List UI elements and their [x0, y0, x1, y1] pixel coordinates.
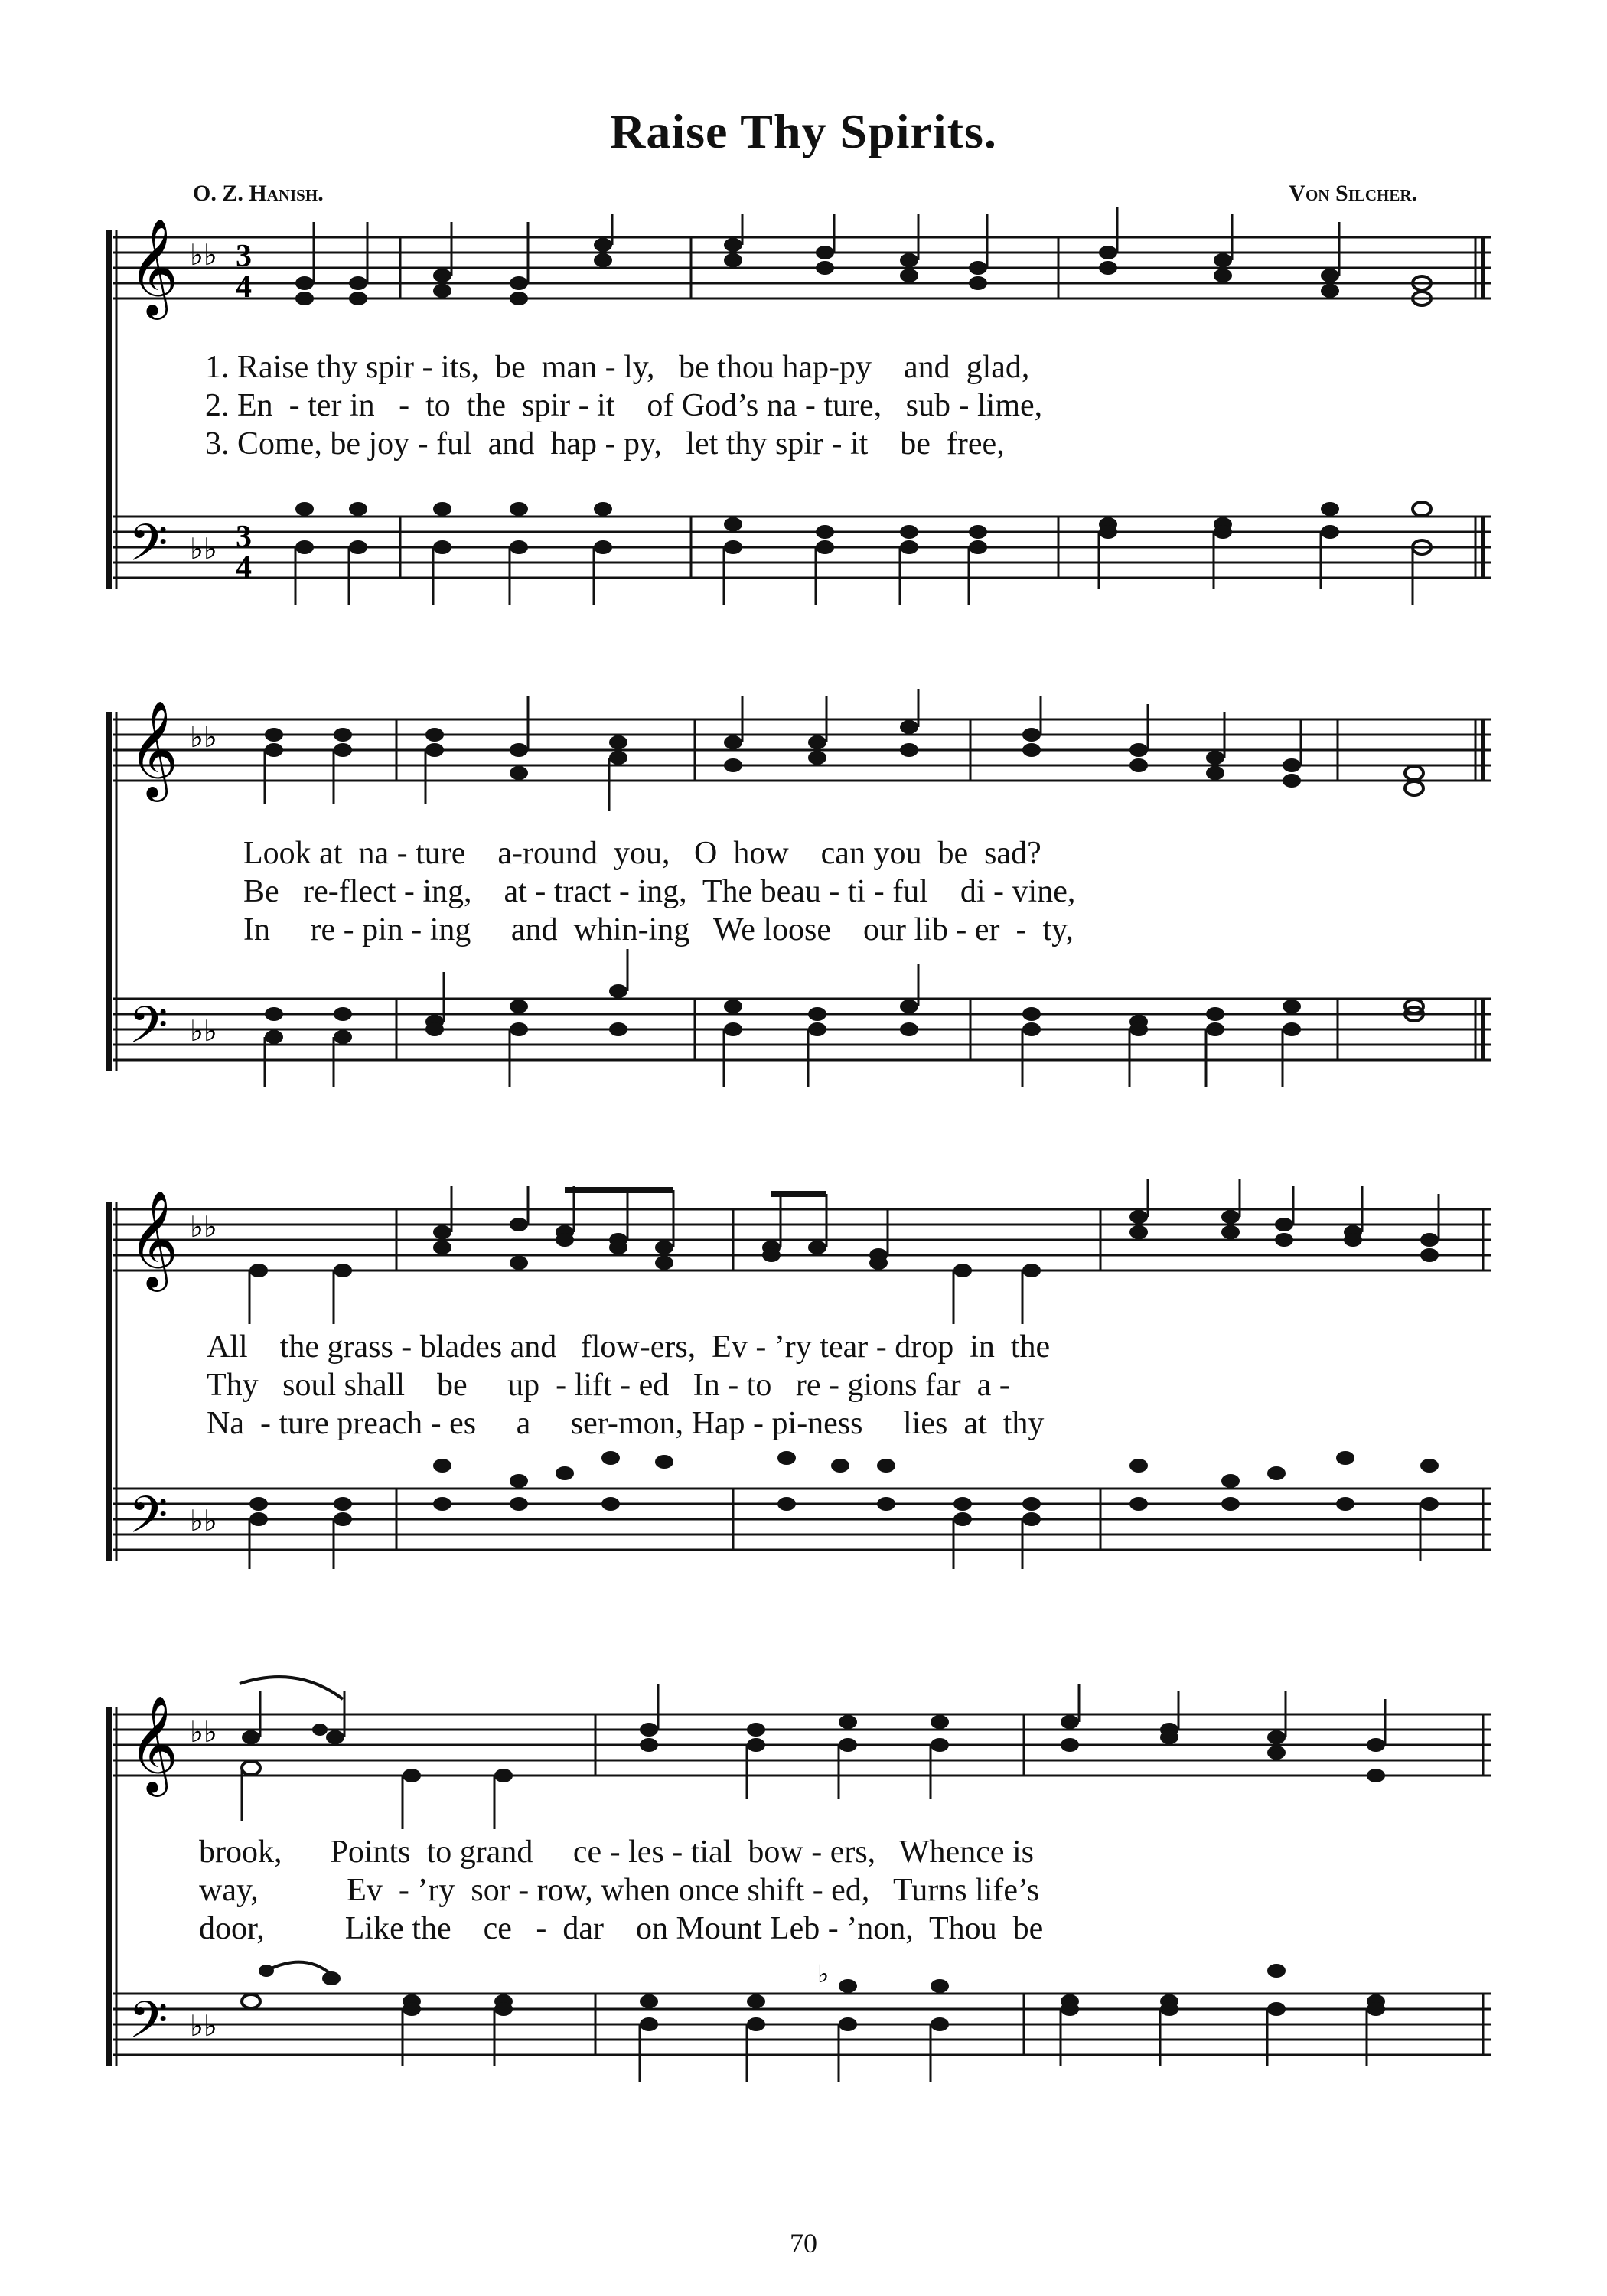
bass-clef-icon: 𝄢: [129, 514, 168, 585]
lyric-line: way, Ev - ’ry sor - row, when once shift - ed, Turns life’s: [199, 1873, 1040, 1908]
page-number: 70: [790, 2228, 817, 2258]
svg-text:♭♭: ♭♭: [190, 532, 217, 566]
svg-text:3: 3: [236, 520, 252, 555]
time-sig-top: 3: [236, 239, 252, 274]
treble-clef-icon: 𝄞: [129, 700, 179, 797]
bass-clef-icon: 𝄢: [129, 996, 168, 1067]
lyric-line: In re - pin - ing and whin-ing We loose our lib - er - ty,: [243, 912, 1074, 947]
key-flat-icon: ♭♭: [190, 1210, 217, 1244]
hymn-title: Raise Thy Spirits.: [610, 104, 997, 158]
slur-mark: [240, 1677, 343, 1699]
svg-text:4: 4: [236, 550, 252, 585]
lyric-line: Thy soul shall be up - lift - ed In - to re - gions far a -: [207, 1368, 1010, 1403]
svg-text:♭♭: ♭♭: [190, 1504, 217, 1538]
key-flat-icon: ♭♭: [190, 720, 217, 754]
svg-text:♭♭: ♭♭: [190, 2009, 217, 2043]
lyric-line: All the grass - blades and flow-ers, Ev - ’ry tear - drop in the: [207, 1329, 1051, 1365]
treble-clef-icon: 𝄞: [129, 1694, 179, 1792]
lyric-line: 3. Come, be joy - ful and hap - py, let thy spir - it be free,: [205, 426, 1005, 461]
time-sig-bottom: 4: [236, 269, 252, 305]
treble-clef-icon: 𝄞: [129, 1189, 179, 1287]
treble-clef-icon: 𝄞: [129, 217, 179, 315]
svg-text:♭♭: ♭♭: [190, 1014, 217, 1048]
lyric-line: 2. En - ter in - to the spir - it of God’s na - ture, sub - lime,: [205, 388, 1043, 423]
lyric-line: brook, Points to grand ce - les - tial bow - ers, Whence is: [199, 1835, 1034, 1870]
bass-clef-icon: 𝄢: [129, 1486, 168, 1557]
key-flat-icon: ♭♭: [190, 1715, 217, 1749]
bass-clef-icon: 𝄢: [129, 1991, 168, 2062]
lyricist-credit: O. Z. Hanish.: [193, 181, 324, 206]
key-flat-icon: ♭♭: [190, 238, 217, 272]
lyric-line: Look at na - ture a-round you, O how can you be sad?: [243, 836, 1041, 871]
composer-credit: Von Silcher.: [1289, 181, 1417, 206]
flat-accidental-icon: ♭: [817, 1959, 830, 1988]
lyric-line: Na - ture preach - es a ser-mon, Hap - pi-ness lies at thy: [207, 1406, 1045, 1441]
lyric-line: 1. Raise thy spir - its, be man - ly, be thou hap-py and glad,: [205, 350, 1030, 385]
lyric-line: door, Like the ce - dar on Mount Leb - ’non, Thou be: [199, 1911, 1044, 1946]
lyric-line: Be re-flect - ing, at - tract - ing, The beau - ti - ful di - vine,: [243, 874, 1076, 909]
